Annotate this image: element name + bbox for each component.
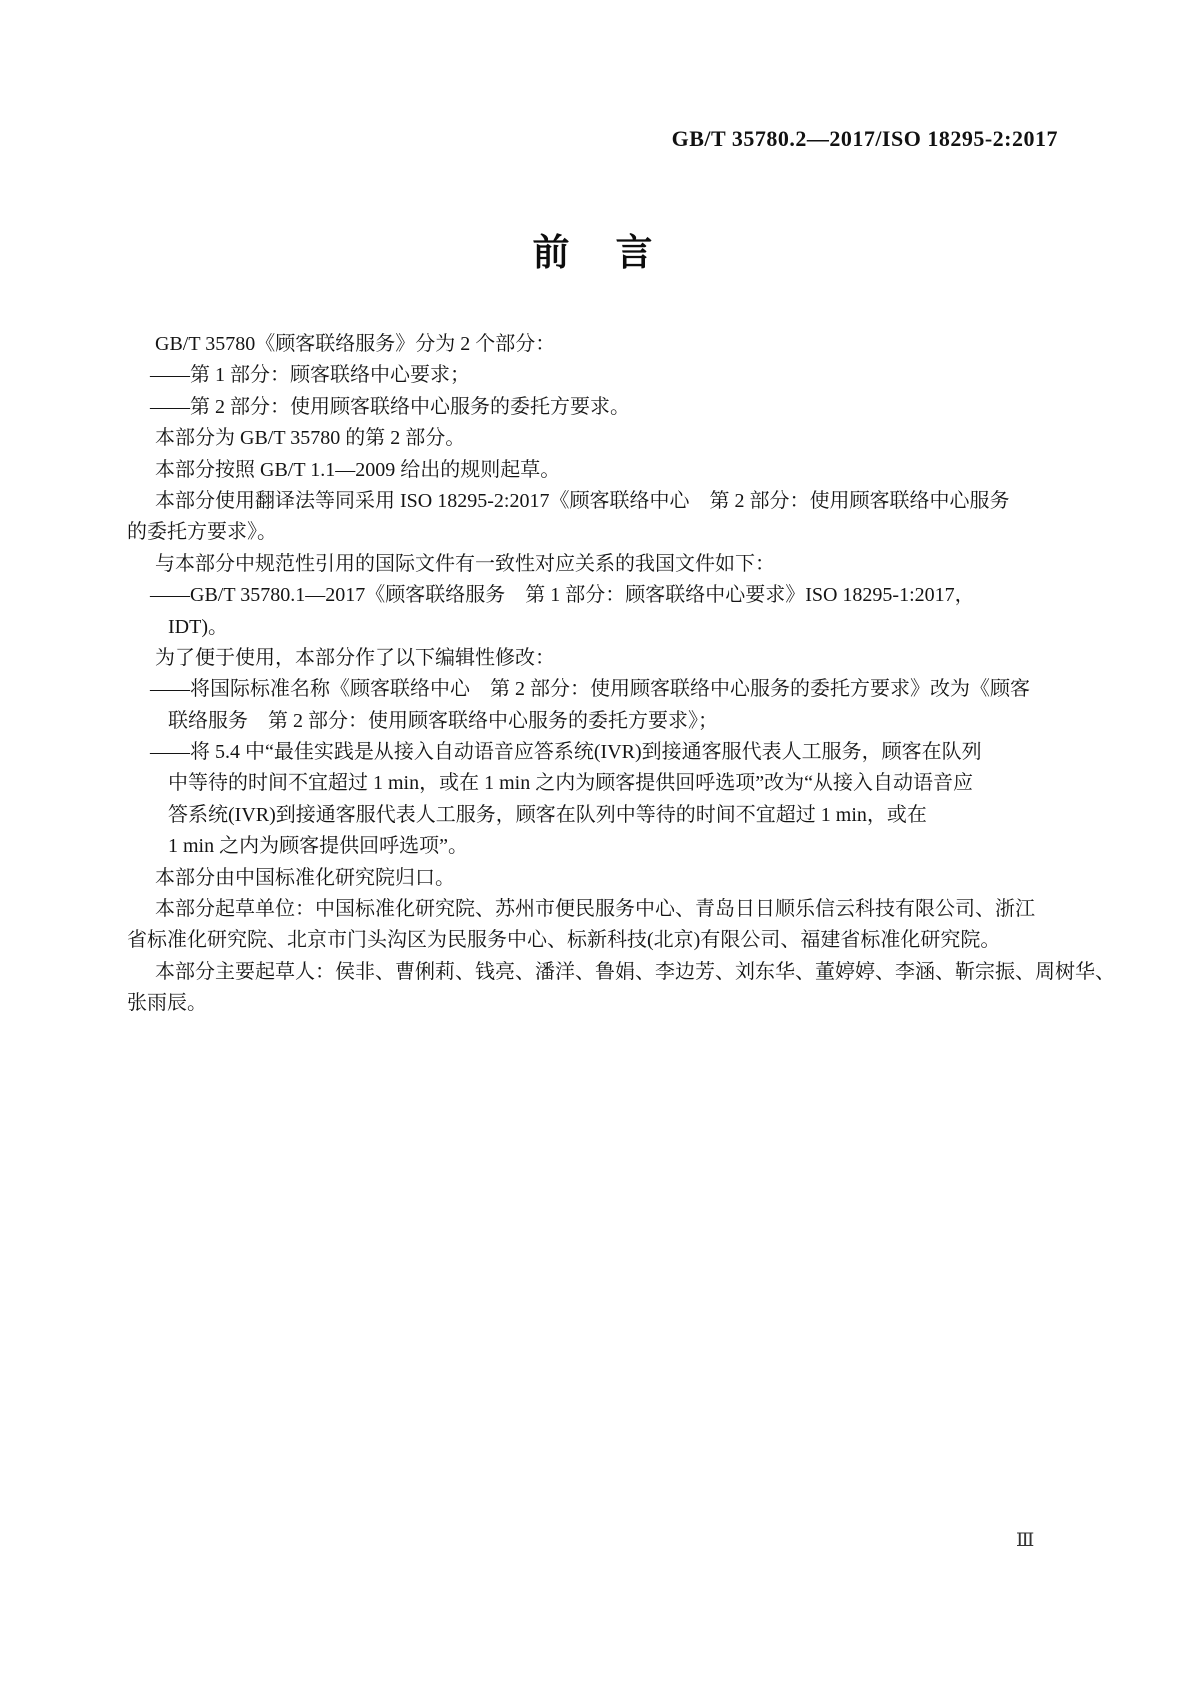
foreword-content [127, 329, 1115, 1020]
text-line: ——第 2 部分：使用顾客联络中心服务的委托方要求。 [150, 395, 630, 418]
text-line: 本部分使用翻译法等同采用 ISO 18295-2:2017《顾客联络中心 第 2 部分：使用顾客联络中心服务 [155, 489, 1010, 512]
document-code-header: GB/T 35780.2—2017/ISO 18295-2:2017 [671, 126, 1058, 151]
text-line: 省标准化研究院、北京市门头沟区为民服务中心、标新科技(北京)有限公司、福建省标准化研究院。 [127, 929, 1001, 952]
text-line: 为了便于使用，本部分作了以下编辑性修改： [155, 646, 555, 669]
page-title-text: 前言 [532, 232, 699, 273]
text-line: 答系统(IVR)到接通客服代表人工服务，顾客在队列中等待的时间不宜超过 1 min，或在 [168, 803, 927, 826]
text-line: GB/T 35780《顾客联络服务》分为 2 个部分： [155, 333, 556, 355]
text-line: 张雨辰。 [127, 992, 207, 1015]
text-line: 与本部分中规范性引用的国际文件有一致性对应关系的我国文件如下： [155, 552, 775, 575]
text-line: IDT)。 [168, 615, 228, 638]
text-line: ——GB/T 35780.1—2017《顾客联络服务 第 1 部分：顾客联络中心要求》ISO 18295-1:2017， [150, 584, 975, 607]
text-line: ——将国际标准名称《顾客联络中心 第 2 部分：使用顾客联络中心服务的委托方要求》改为《顾客 [150, 678, 1030, 701]
text-line: 本部分起草单位：中国标准化研究院、苏州市便民服务中心、青岛日日顺乐信云科技有限公司、浙江 [155, 898, 1035, 921]
text-line: ——将 5.4 中“最佳实践是从接入自动语音应答系统(IVR)到接通客服代表人工服务，顾客在队列 [150, 741, 982, 764]
text-line: 本部分主要起草人：侯非、曹俐莉、钱亮、潘洋、鲁娟、李边芳、刘东华、董婷婷、李涵、靳宗振、周树华、 [155, 960, 1115, 983]
text-line: 联络服务 第 2 部分：使用顾客联络中心服务的委托方要求》； [168, 709, 718, 732]
page-number: Ⅲ [1016, 1530, 1035, 1551]
text-line: 本部分由中国标准化研究院归口。 [155, 866, 455, 889]
text-line: 1 min 之内为顾客提供回呼选项”。 [168, 835, 468, 858]
page-title [127, 222, 1058, 276]
text-line: ——第 1 部分：顾客联络中心要求； [150, 364, 470, 387]
text-line: 本部分为 GB/T 35780 的第 2 部分。 [155, 427, 466, 450]
text-line: 中等待的时间不宜超过 1 min，或在 1 min 之内为顾客提供回呼选项”改为“从接入自动语音应 [168, 772, 973, 795]
text-line: 本部分按照 GB/T 1.1—2009 给出的规则起草。 [155, 458, 561, 481]
text-line: 的委托方要求》。 [127, 521, 277, 544]
